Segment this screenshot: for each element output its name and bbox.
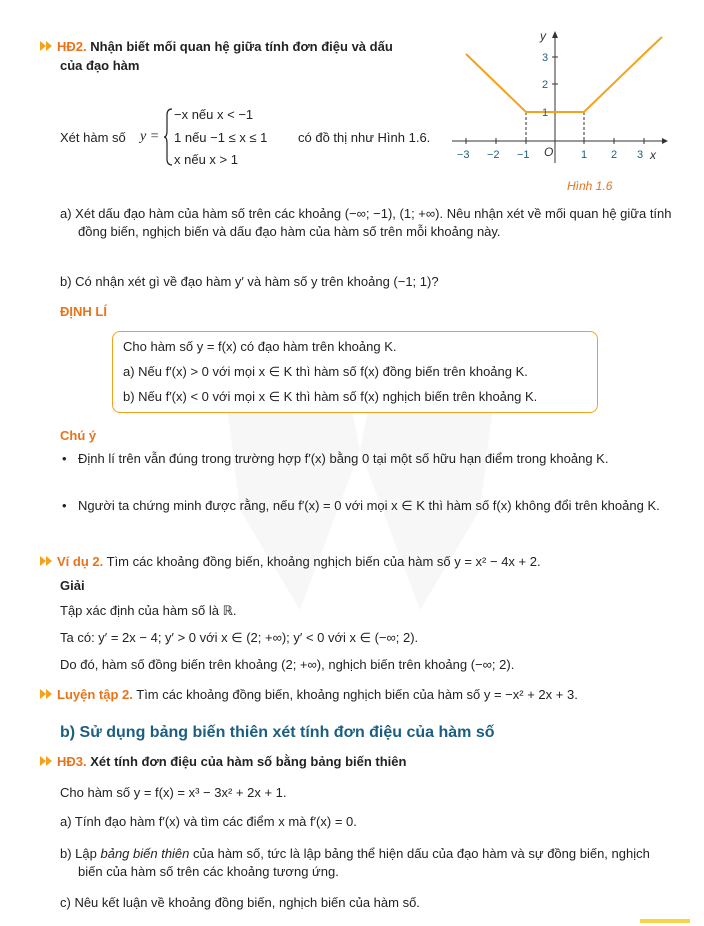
x-tick-label: 1 [581,149,588,161]
function-curve [466,37,662,112]
hd3-qb-pre: b) Lập [60,846,101,861]
note-bullet-1-text: Định lí trên vẫn đúng trong trường hợp f′(x) bằng 0 tại một số hữu hạn điểm trong khoảng K. [78,451,609,466]
theorem-box [112,331,598,413]
note-bullet-2-text: Người ta chứng minh được rằng, nếu f′(x) = 0 với mọi x ∈ K thì hàm số f(x) không đổi trên khoảng K. [78,498,660,513]
graph-svg [452,28,672,168]
hd3-question-b [60,845,674,880]
hd2-tag: HĐ2. [57,39,87,54]
example2-tag: Ví dụ 2. [57,554,104,569]
figure-caption: Hình 1.6 [567,179,613,193]
y-tick-label: 1 [542,107,549,119]
practice2-text: Tìm các khoảng đồng biến, khoảng nghịch biến của hàm số y = −x² + 2x + 3. [136,687,578,702]
hd2-question-b: b) Có nhận xét gì về đạo hàm y′ và hàm số y trên khoảng (−1; 1)? [60,274,439,289]
x-tick-label: −1 [517,149,530,161]
x-tick-label: −2 [487,149,500,161]
hd2-intro: Xét hàm số [60,130,126,145]
theorem-line-a: a) Nếu f′(x) > 0 với mọi x ∈ K thì hàm số f(x) đồng biến trên khoảng K. [123,364,528,379]
hd3-heading [40,753,680,771]
hd2-title-line1: Nhận biết mối quan hệ giữa tính đơn điệu và dấu [90,39,393,54]
hd2-heading [40,38,440,56]
x-tick-label: −3 [457,149,470,161]
hd3-question-c: c) Nêu kết luận về khoảng đồng biến, nghịch biến của hàm số. [60,895,420,910]
page-decoration [600,919,690,923]
arrow-icon [40,556,54,567]
arrow-icon [40,689,54,700]
section-b-title: b) Sử dụng bảng biến thiên xét tính đơn điệu của hàm số [60,724,495,741]
hd2-after-cases: có đồ thị như Hình 1.6. [298,130,431,145]
solution-line-2: Ta có: y′ = 2x − 4; y′ > 0 với x ∈ (2; +∞); y′ < 0 với x ∈ (−∞; 2). [60,630,419,645]
brace-icon [164,107,174,167]
y-axis-label: y [540,29,546,43]
hd3-intro: Cho hàm số y = f(x) = x³ − 3x² + 2x + 1. [60,785,287,800]
theorem-line-0: Cho hàm số y = f(x) có đạo hàm trên khoảng K. [123,339,397,354]
x-tick-label: 3 [637,149,644,161]
x-axis-arrow-icon [662,138,668,144]
solution-heading: Giải [60,578,85,593]
x-tick-label: 2 [611,149,618,161]
bullet-icon: • [62,451,67,466]
hd2-question-a: a) Xét dấu đạo hàm của hàm số trên các khoảng (−∞; −1), (1; +∞). Nêu nhận xét về mối quan hệ giữa tính đồng biến, nghịch biến và dấu đạo hàm của hàm số trên mỗi khoảng này. [60,206,672,239]
hd3-qb-em: bảng biến thiên [100,846,190,861]
case-line-3: x nếu x > 1 [174,152,238,167]
theorem-line-b: b) Nếu f′(x) < 0 với mọi x ∈ K thì hàm số f(x) nghịch biến trên khoảng K. [123,389,538,404]
hd3-qb-post: của hàm số, tức là lập bảng thể hiện dấu của đạo hàm và sự đồng biến, nghịch biến của hàm số trên các khoảng tương ứng. [78,846,650,879]
y-axis-arrow-icon [552,31,558,38]
solution-line-3: Do đó, hàm số đồng biến trên khoảng (2; +∞), nghịch biến trên khoảng (−∞; 2). [60,657,515,672]
practice2-tag: Luyện tập 2. [57,687,133,702]
bullet-icon: • [62,498,67,513]
case-line-1: −x nếu x < −1 [174,107,254,122]
practice2-heading [40,686,680,704]
hd3-question-a: a) Tính đạo hàm f′(x) và tìm các điểm x mà f′(x) = 0. [60,814,357,829]
solution-line-1: Tập xác định của hàm số là ℝ. [60,603,237,618]
x-axis-label: x [650,148,656,162]
arrow-icon [40,41,54,52]
origin-label: O [544,145,554,159]
figure-graph [452,28,672,198]
arrow-icon [40,756,54,767]
example2-text: Tìm các khoảng đồng biến, khoảng nghịch biến của hàm số y = x² − 4x + 2. [106,554,541,569]
case-line-2: 1 nếu −1 ≤ x ≤ 1 [174,130,268,145]
hd2-title-line2: của đạo hàm [60,58,140,73]
hd3-tag: HĐ3. [57,754,87,769]
y-tick-label: 3 [542,52,549,64]
note-bullet-1 [60,450,674,468]
hd3-title: Xét tính đơn điệu của hàm số bằng bảng biến thiên [90,754,407,769]
y-tick-label: 2 [542,79,549,91]
example2-heading [40,553,680,571]
note-bullet-2 [60,497,674,515]
note-heading: Chú ý [60,428,97,443]
theorem-heading: ĐỊNH LÍ [60,304,107,319]
function-y-eq: y = [140,129,160,144]
